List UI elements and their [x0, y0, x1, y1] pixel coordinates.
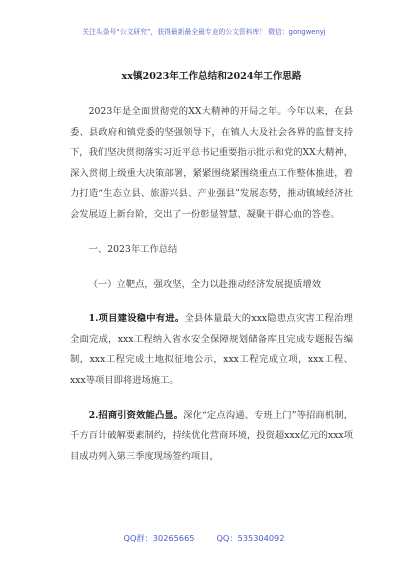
subsection-heading: （一）立靶点，强攻坚，全力以赴推动经济发展提质增效 — [88, 279, 322, 291]
item-paragraph-2 — [70, 406, 353, 468]
header-banner: 关注头条号“公文研究”，获得最新最全最专业的公文资料库！ 微信：gongwenyj — [82, 28, 326, 36]
document-title: xx镇2023年工作总结和2024年工作思路 — [121, 71, 302, 82]
item-lead-1: 1.项目建设稳中有进。 — [88, 313, 185, 325]
intro-paragraph: 2023年是全面贯彻党的XX大精神的开局之年。今年以来，在县委、县政府和镇党委的坚强领导下，在镇人大及社会各界的监督支持下，我们坚决贯彻落实习近平总书记重要指示批示和党的XX大精神，深入贯彻上级重大决策部署，紧紧围绕紧围绕重点工作整体推进，着力打造“生态立县、旅游兴县、产业强县”发展态势，推动镇域经济社会发展迈上新台阶，交出了一份彰显智慧、凝聚干群心血的答卷。 — [70, 106, 353, 220]
footer-qq-group: QQ群：30265665 — [123, 533, 195, 543]
footer-qq: QQ：535304092 — [216, 533, 285, 543]
item-lead-2: 2.招商引资效能凸显。 — [88, 409, 184, 421]
item-paragraph-1 — [70, 309, 353, 391]
item-body-1: 全县体量最大的xxx隐患点灾害工程治理全面完成，xxx工程纳入省水安全保障规划储备库且完成专题报告编制，xxx工程完成土地拟征地公示，xxx工程完成立项，xxx工程、xxx等项目即将进场施工。 — [70, 313, 353, 386]
footer-contact — [0, 533, 408, 544]
item-body-2: 深化“定点沟通、专班上门”等招商机制，千方百计破解要素制约，持续优化营商环境，投资超xxx亿元的xxx项目成功列入第三季度现场签约项目， — [70, 409, 353, 462]
document-page — [70, 60, 353, 467]
section-heading: 一、2023年工作总结 — [88, 243, 178, 255]
